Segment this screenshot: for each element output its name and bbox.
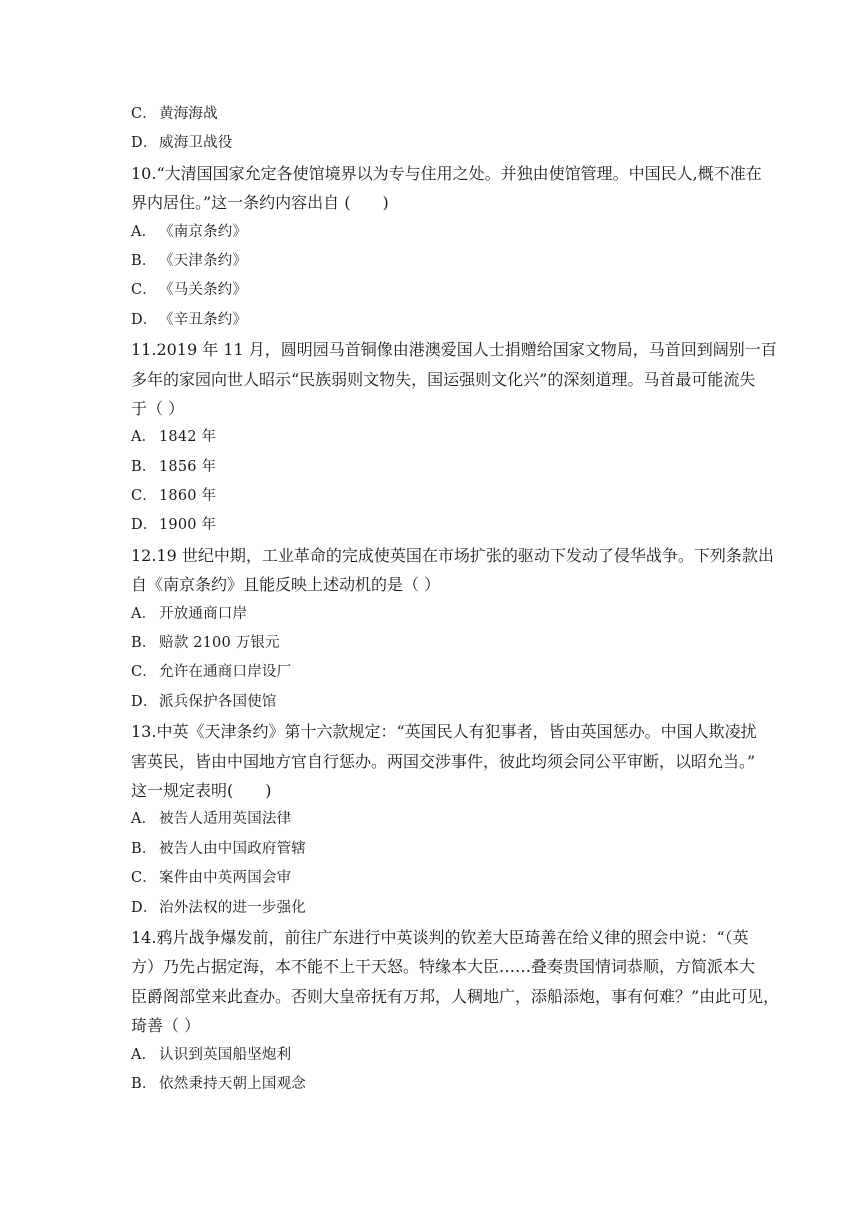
option-text: 黄海海战 bbox=[159, 106, 218, 122]
question-line: 14.鸦片战争爆发前，前往广东进行中英谈判的钦差大臣琦善在给义律的照会中说：“（英 bbox=[131, 927, 749, 947]
question-line: 11.2019 年 11 月，圆明园马首铜像由港澳爱国人士捐赠给国家文物局，马首回到阔别一百 bbox=[131, 340, 777, 360]
q10-option-c bbox=[131, 276, 731, 305]
option-letter: A． bbox=[131, 223, 157, 240]
question-12 bbox=[131, 541, 774, 717]
q9-option-c bbox=[131, 100, 731, 129]
q13-option-b bbox=[131, 835, 731, 864]
question-10-stem bbox=[131, 159, 762, 218]
option-text: 赔款 2100 万银元 bbox=[159, 635, 280, 652]
question-line: 方）乃先占据定海，本不能不上干天怒。特缘本大臣……叠奏贵国情词恭顺，方简派本大 bbox=[131, 957, 756, 977]
q13-option-c bbox=[131, 864, 731, 893]
q11-option-c bbox=[131, 482, 731, 511]
q12-option-a bbox=[131, 600, 731, 629]
option-letter: D． bbox=[131, 899, 158, 916]
q13-option-d bbox=[131, 894, 731, 923]
q11-option-d bbox=[131, 511, 731, 540]
option-letter: A． bbox=[131, 1046, 157, 1063]
q11-option-b bbox=[131, 453, 731, 482]
question-line: 臣爵阁部堂来此查办。否则大皇帝抚有万邦，人稠地广，添船添炮，事有何难？”由此可见， bbox=[131, 986, 780, 1006]
option-text: 派兵保护各国使馆 bbox=[159, 693, 277, 710]
option-letter: C． bbox=[131, 106, 157, 122]
option-letter: B． bbox=[131, 1075, 157, 1092]
option-letter: C． bbox=[131, 664, 157, 681]
option-text: 被告人适用英国法律 bbox=[159, 811, 292, 828]
option-letter: C． bbox=[131, 282, 157, 299]
question-line: 害英民，皆由中国地方官自行惩办。两国交涉事件，彼此均须会同公平审断，以昭允当。” bbox=[131, 751, 756, 771]
q14-option-a bbox=[131, 1041, 731, 1070]
option-letter: A． bbox=[131, 811, 157, 828]
option-text: 威海卫战役 bbox=[159, 135, 233, 152]
option-letter: C． bbox=[131, 870, 157, 887]
q9-option-d bbox=[131, 129, 731, 158]
question-line: 自《南京条约》且能反映上述动机的是（ ） bbox=[131, 575, 441, 595]
q14-option-b bbox=[131, 1070, 731, 1099]
q12-option-d bbox=[131, 688, 731, 717]
question-11 bbox=[131, 335, 777, 541]
question-11-stem bbox=[131, 335, 777, 423]
page-content bbox=[131, 100, 780, 1099]
option-text: 1842 年 bbox=[159, 429, 217, 446]
option-letter: B． bbox=[131, 840, 157, 857]
question-line: 10.“大清国国家允定各使馆境界以为专与住用之处。并独由使馆管理。中国民人,概不准在 bbox=[131, 163, 762, 183]
q11-option-a bbox=[131, 423, 731, 452]
question-13 bbox=[131, 717, 757, 923]
option-text: 治外法权的进一步强化 bbox=[159, 899, 306, 916]
q10-option-d bbox=[131, 306, 731, 335]
option-text: 《天津条约》 bbox=[159, 252, 248, 269]
q12-option-b bbox=[131, 629, 731, 658]
option-text: 《马关条约》 bbox=[159, 282, 248, 299]
option-text: 依然秉持天朝上国观念 bbox=[159, 1075, 306, 1092]
question-line: 界内居住。”这一条约内容出自 ( ) bbox=[131, 193, 389, 213]
option-text: 案件由中英两国会审 bbox=[159, 870, 292, 887]
question-13-stem bbox=[131, 717, 757, 805]
option-text: 1860 年 bbox=[159, 488, 217, 505]
option-text: 被告人由中国政府管辖 bbox=[159, 840, 306, 857]
option-letter: A． bbox=[131, 429, 157, 446]
option-text: 《南京条约》 bbox=[159, 223, 248, 240]
option-letter: B． bbox=[131, 458, 157, 475]
question-line: 琦善（ ） bbox=[131, 1016, 201, 1036]
q13-option-a bbox=[131, 805, 731, 834]
q12-option-c bbox=[131, 658, 731, 687]
q10-option-a bbox=[131, 218, 731, 247]
option-letter: D． bbox=[131, 135, 158, 152]
question-line: 12.19 世纪中期，工业革命的完成使英国在市场扩张的驱动下发动了侵华战争。下列条款出 bbox=[131, 545, 774, 565]
question-14 bbox=[131, 923, 780, 1099]
option-letter: B． bbox=[131, 635, 157, 652]
option-letter: A． bbox=[131, 605, 157, 622]
option-letter: C． bbox=[131, 488, 157, 505]
option-text: 1900 年 bbox=[159, 517, 217, 534]
option-letter: D． bbox=[131, 693, 158, 710]
option-letter: B． bbox=[131, 252, 157, 269]
question-10 bbox=[131, 159, 762, 335]
question-line: 多年的家园向世人昭示“民族弱则文物失，国运强则文化兴”的深刻道理。马首最可能流失 bbox=[131, 369, 756, 389]
option-text: 认识到英国船坚炮利 bbox=[159, 1046, 292, 1063]
question-14-stem bbox=[131, 923, 780, 1041]
question-line: 13.中英《天津条约》第十六款规定：“英国民人有犯事者，皆由英国惩办。中国人欺凌扰 bbox=[131, 722, 757, 742]
option-text: 《辛丑条约》 bbox=[159, 311, 248, 328]
option-text: 开放通商口岸 bbox=[159, 605, 248, 622]
option-letter: D． bbox=[131, 311, 158, 328]
q10-option-b bbox=[131, 247, 731, 276]
option-letter: D． bbox=[131, 517, 158, 534]
question-line: 于（ ） bbox=[131, 398, 185, 418]
option-text: 允许在通商口岸设厂 bbox=[159, 664, 292, 681]
question-line: 这一规定表明( ) bbox=[131, 780, 272, 800]
option-text: 1856 年 bbox=[159, 458, 217, 475]
question-12-stem bbox=[131, 541, 774, 600]
